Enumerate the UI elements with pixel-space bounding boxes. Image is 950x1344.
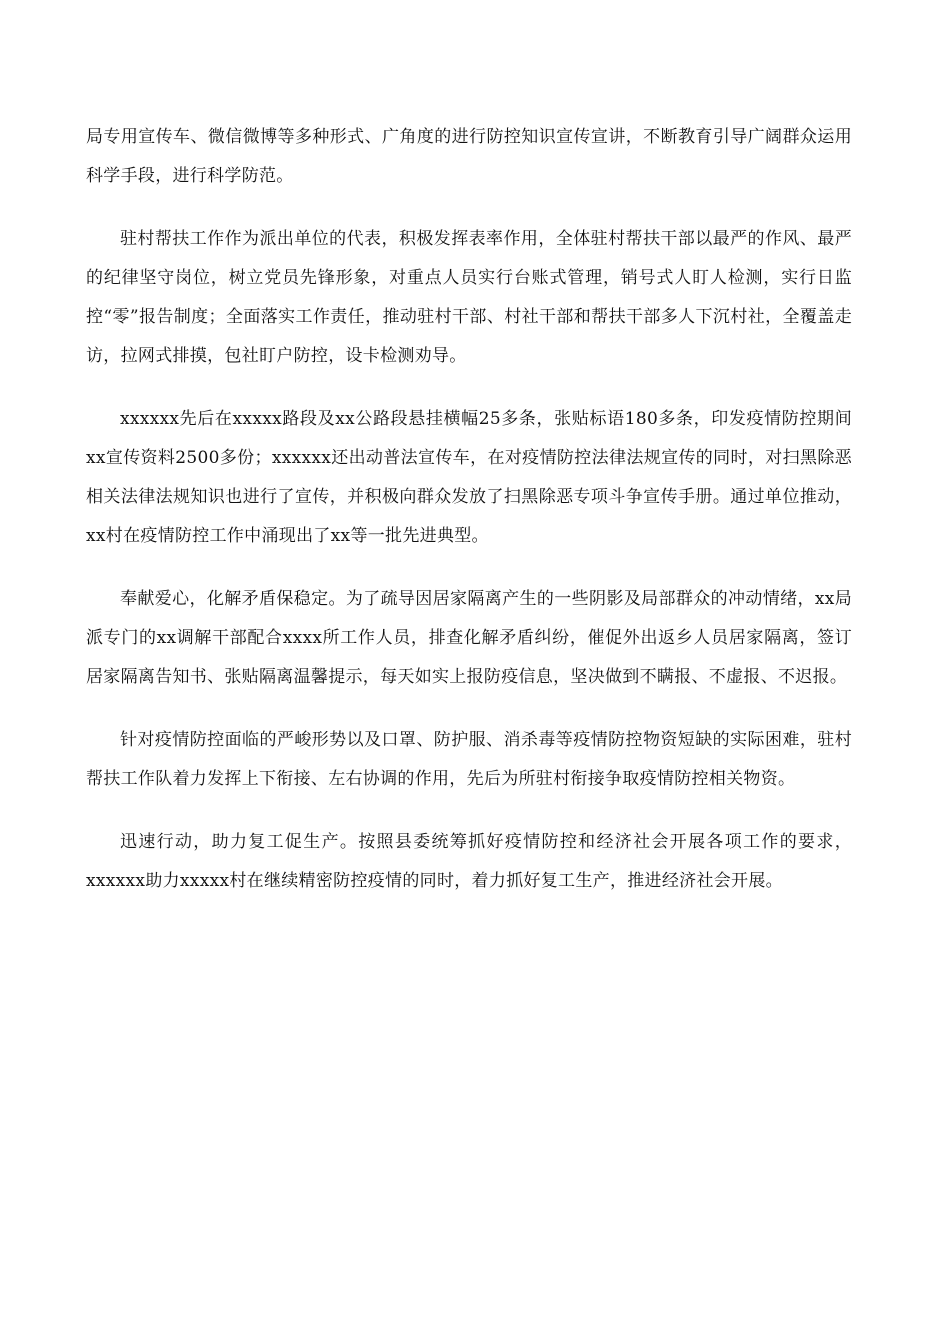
paragraph-2: 驻村帮扶工作作为派出单位的代表，积极发挥表率作用，全体驻村帮扶干部以最严的作风、最严的纪律坚守岗位，树立党员先锋形象，对重点人员实行台账式管理，销号式人盯人检测，实行日监控“零”报告制度；全面落实工作责任，推动驻村干部、村社干部和帮扶干部多人下沉村社，全覆盖走访，拉网式排摸，包社盯户防控，设卡检测劝导。 <box>86 229 852 366</box>
paragraph-3: xxxxxx先后在xxxxx路段及xx公路段悬挂横幅25多条，张贴标语180多条，印发疫情防控期间xx宣传资料2500多份；xxxxxx还出动普法宣传车，在对疫情防控法律法规宣传的同时，对扫黑除恶相关法律法规知识也进行了宣传，并积极向群众发放了扫黑除恶专项斗争宣传手册。通过单位推动，xx村在疫情防控工作中涌现出了xx等一批先进典型。 <box>86 409 852 546</box>
paragraph-4: 奉献爱心，化解矛盾保稳定。为了疏导因居家隔离产生的一些阴影及局部群众的冲动情绪，xx局派专门的xx调解干部配合xxxx所工作人员，排查化解矛盾纠纷，催促外出返乡人员居家隔离，签订居家隔离告知书、张贴隔离温馨提示，每天如实上报防疫信息，坚决做到不瞒报、不虚报、不迟报。 <box>86 589 852 687</box>
document-page <box>86 118 852 925</box>
paragraph-6: 迅速行动，助力复工促生产。按照县委统筹抓好疫情防控和经济社会开展各项工作的要求，xxxxxx助力xxxxx村在继续精密防控疫情的同时，着力抓好复工生产，推进经济社会开展。 <box>86 832 852 891</box>
paragraph-1: 局专用宣传车、微信微博等多种形式、广角度的进行防控知识宣传宣讲，不断教育引导广阔群众运用科学手段，进行科学防范。 <box>86 127 852 186</box>
paragraph-5: 针对疫情防控面临的严峻形势以及口罩、防护服、消杀毒等疫情防控物资短缺的实际困难，驻村帮扶工作队着力发挥上下衔接、左右协调的作用，先后为所驻村衔接争取疫情防控相关物资。 <box>86 730 852 789</box>
